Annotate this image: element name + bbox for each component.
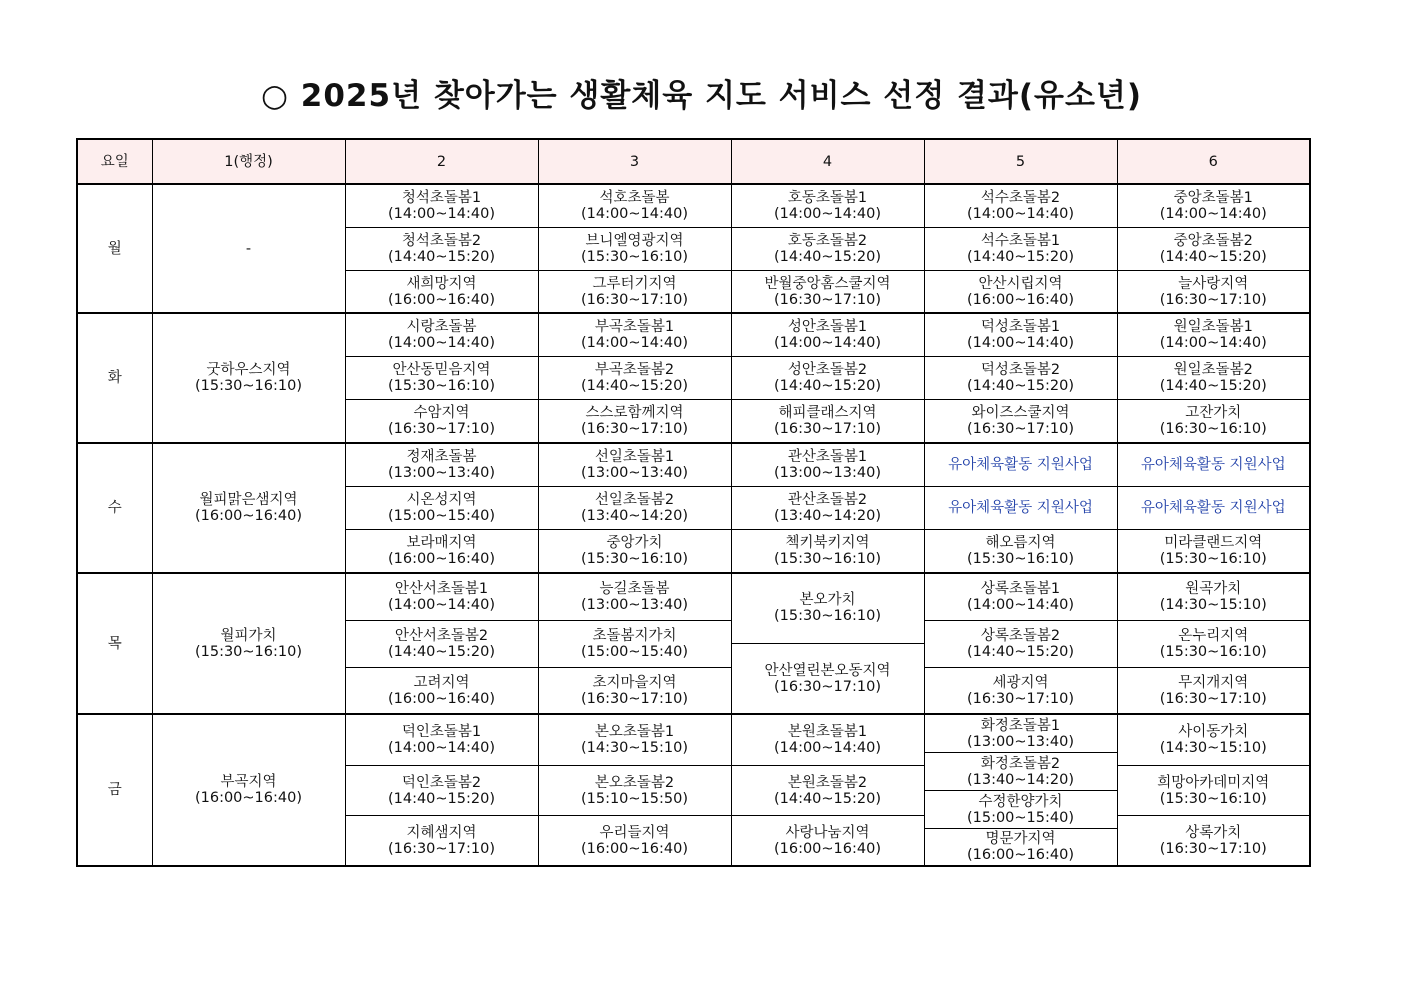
schedule-cell [731,487,924,530]
program-time: (14:30~15:10) [580,740,689,757]
program-name: 안산열린본오동지역 [764,662,891,679]
program-time: (15:30~16:10) [387,378,496,395]
schedule-cell [731,443,924,487]
program-name: 월피맑은샘지역 [199,491,298,508]
program-time: (15:30~16:10) [194,643,303,660]
program-time: (14:30~15:10) [1159,740,1267,757]
schedule-cell [538,227,731,270]
program-name: 선일초돌봄2 [594,492,675,509]
schedule-cell [924,357,1117,400]
program-name: 해오름지역 [985,535,1056,552]
program-name: 본오초돌봄2 [594,774,675,791]
schedule-cell [538,667,731,714]
schedule-cell [924,530,1117,573]
schedule-cell [538,766,731,816]
program-name: 초돌봄지가치 [592,627,677,644]
program-time: (16:00~16:40) [194,790,303,807]
program-time: (13:40~14:20) [773,508,882,525]
schedule-cell [731,643,924,714]
program-name: 굿하우스지역 [206,362,291,379]
page-title: ○ 2025년 찾아가는 생활체육 지도 서비스 선정 결과(유소년) [260,78,1143,114]
program-name: 무지개지역 [1178,674,1249,691]
program-name: 화정초돌봄2 [980,755,1061,772]
schedule-cell [345,184,538,227]
program-time: (16:00~16:40) [580,840,689,857]
special-program-cell [924,487,1117,530]
schedule-cell [1117,620,1310,667]
program-time: (14:40~15:20) [387,790,496,807]
program-name: 호동초돌봄2 [787,232,868,249]
schedule-cell [538,184,731,227]
program-time: (16:30~17:10) [773,291,882,308]
schedule-cell [1117,816,1310,866]
program-time: (16:30~17:10) [1159,690,1267,707]
schedule-cell [731,270,924,313]
program-name: 반월중앙홈스쿨지역 [764,275,891,292]
program-time: (14:30~15:10) [1159,596,1267,613]
program-name: 브니엘영광지역 [585,232,684,249]
schedule-cell [345,227,538,270]
program-time: (14:00~14:40) [1159,205,1267,222]
program-name: 유아체육활동 지원사업 [1140,500,1286,517]
schedule-cell [538,357,731,400]
program-name: 그루터기지역 [592,275,677,292]
program-time: (14:40~15:20) [1159,248,1267,265]
tue-admin-cell [152,313,345,442]
program-time: (15:30~16:10) [580,248,689,265]
program-time: (15:30~16:10) [966,551,1075,568]
program-time: (16:00~16:40) [194,507,303,524]
schedule-cell [731,530,924,573]
schedule-cell [731,227,924,270]
schedule-cell [924,400,1117,443]
program-name: 부곡지역 [220,774,277,791]
schedule-cell [345,357,538,400]
schedule-cell [538,714,731,765]
program-name: 덕성초돌봄1 [980,319,1061,336]
schedule-cell [345,714,538,765]
program-name: 성안초돌봄2 [787,362,868,379]
schedule-cell [924,667,1117,714]
program-name: 스스로함께지역 [585,404,684,421]
program-name: 수암지역 [413,404,470,421]
program-name: 석수초돌봄2 [980,189,1061,206]
program-time: (16:30~17:10) [387,420,496,437]
schedule-cell [1117,313,1310,356]
program-name: 시랑초돌봄 [406,319,477,336]
schedule-cell [924,227,1117,270]
program-name: 선일초돌봄1 [594,449,675,466]
program-name: 원일초돌봄1 [1173,319,1253,336]
program-name: 상록가치 [1185,824,1242,841]
schedule-cell [1117,270,1310,313]
program-name: 늘사랑지역 [1178,275,1249,292]
schedule-cell [731,184,924,227]
schedule-cell [538,400,731,443]
special-program-cell [924,443,1117,487]
schedule-cell [345,313,538,356]
program-time: (13:00~13:40) [773,465,882,482]
header-col-5: 5 [924,139,1117,184]
program-time: (15:10~15:50) [580,790,689,807]
schedule-table [76,138,1311,867]
program-time: (16:00~16:40) [387,551,496,568]
wed-admin-cell [152,443,345,573]
schedule-cell [538,443,731,487]
schedule-cell [345,487,538,530]
program-time: (15:30~16:10) [1159,790,1267,807]
schedule-cell [731,357,924,400]
program-name: 청석초돌봄2 [401,232,482,249]
schedule-cell [924,753,1117,791]
day-label-fri: 금 [77,714,152,866]
schedule-cell [1117,227,1310,270]
program-name: 와이즈스쿨지역 [971,404,1070,421]
schedule-cell [1117,714,1310,765]
fri-admin-cell [152,714,345,866]
program-name: 초지마을지역 [592,674,677,691]
program-time: (14:00~14:40) [387,740,496,757]
program-name: 유아체육활동 지원사업 [948,500,1093,517]
program-name: 본원초돌봄1 [787,724,868,741]
program-name: 원곡가치 [1185,580,1242,597]
program-time: (14:40~15:20) [773,790,882,807]
schedule-cell [1117,667,1310,714]
schedule-cell [924,829,1117,866]
program-time: (14:00~14:40) [387,596,496,613]
program-time: (15:30~16:10) [194,378,303,395]
program-time: (14:00~14:40) [773,205,882,222]
program-name: 수정한양가치 [978,793,1063,810]
schedule-cell [345,667,538,714]
program-name: 온누리지역 [1178,627,1249,644]
header-col-3: 3 [538,139,731,184]
program-time: (14:40~15:20) [966,248,1075,265]
program-name: 보라매지역 [406,535,477,552]
program-time: (13:40~14:20) [966,771,1075,788]
program-time: (14:40~15:20) [1159,378,1267,395]
header-day: 요일 [77,139,152,184]
schedule-cell [1117,357,1310,400]
thu-admin-cell [152,573,345,714]
program-time: (16:00~16:40) [387,690,496,707]
schedule-cell [345,530,538,573]
program-time: (14:00~14:40) [580,205,689,222]
program-name: 고려지역 [413,674,470,691]
program-time: (16:00~16:40) [966,291,1075,308]
program-time: (14:00~14:40) [966,205,1075,222]
program-name: 안산동믿음지역 [392,362,491,379]
thu-row-1 [77,573,1310,597]
program-time: (16:30~17:10) [773,678,882,695]
program-name: 석수초돌봄1 [980,232,1061,249]
program-time: (16:00~16:40) [387,291,496,308]
schedule-cell [1117,573,1310,620]
program-time: (16:30~17:10) [387,840,496,857]
program-time: (15:30~16:10) [773,608,882,625]
program-name: 첵키북키지역 [785,535,870,552]
program-name: 안산서초돌봄1 [394,580,489,597]
day-label-tue: 화 [77,313,152,442]
program-time: (16:30~17:10) [1159,291,1267,308]
schedule-cell [924,184,1117,227]
program-name: 덕인초돌봄2 [401,774,482,791]
schedule-cell [345,443,538,487]
program-time: (14:40~15:20) [966,643,1075,660]
program-name: 석호초돌봄 [599,189,670,206]
program-name: 새희망지역 [406,275,477,292]
program-time: (15:30~16:10) [1159,551,1267,568]
program-time: (14:00~14:40) [387,335,496,352]
program-time: (13:00~13:40) [387,465,496,482]
schedule-cell [731,766,924,816]
program-name: 미라클랜드지역 [1164,535,1263,552]
program-time: (16:30~16:10) [1159,420,1267,437]
schedule-cell [731,714,924,765]
schedule-cell [538,270,731,313]
program-name: 우리들지역 [599,824,670,841]
program-time: (16:00~16:40) [773,840,882,857]
program-time: (14:00~14:40) [773,740,882,757]
program-name: 안산서초돌봄2 [394,627,489,644]
mon-row-1 [77,184,1310,227]
program-name: 정재초돌봄 [406,449,477,466]
header-row [77,139,1310,184]
program-time: (16:30~17:10) [1159,840,1267,857]
program-name: 원일초돌봄2 [1173,362,1253,379]
schedule-cell [924,620,1117,667]
schedule-cell [924,270,1117,313]
program-name: 고잔가치 [1185,404,1242,421]
program-name: 청석초돌봄1 [401,189,482,206]
program-time: (15:30~16:10) [580,551,689,568]
schedule-cell [731,400,924,443]
schedule-cell [924,573,1117,620]
schedule-cell [345,620,538,667]
program-name: 화정초돌봄1 [980,717,1061,734]
program-name: 해피클래스지역 [778,404,877,421]
schedule-cell [345,573,538,620]
program-time: (13:00~13:40) [966,733,1075,750]
program-name: 세광지역 [992,674,1049,691]
program-time: (15:30~16:10) [1159,643,1267,660]
schedule-cell [538,487,731,530]
day-label-thu: 목 [77,573,152,714]
program-time: (14:40~15:20) [773,248,882,265]
schedule-cell [345,270,538,313]
program-name: 관산초돌봄1 [787,449,868,466]
program-name: 지혜샘지역 [406,824,477,841]
program-time: (14:40~15:20) [966,378,1075,395]
program-name: 상록초돌봄2 [980,627,1061,644]
program-name: 상록초돌봄1 [980,580,1061,597]
wed-row-1 [77,443,1310,487]
schedule-cell [924,791,1117,829]
schedule-cell [538,313,731,356]
program-time: (16:30~17:10) [580,690,689,707]
program-time: (16:30~17:10) [580,420,689,437]
schedule-cell [731,573,924,643]
mon-admin-cell: - [152,184,345,313]
program-time: (13:00~13:40) [580,465,689,482]
schedule-cell [731,816,924,866]
program-name: 월피가치 [220,627,277,644]
fri-row-1 [77,714,1310,727]
program-name: 능길초돌봄 [599,580,670,597]
program-name: 유아체육활동 지원사업 [1140,457,1286,474]
header-col-1: 1(행정) [152,139,345,184]
program-name: 덕인초돌봄1 [401,724,482,741]
program-time: (14:00~14:40) [580,335,689,352]
program-time: (16:30~17:10) [773,420,882,437]
program-name: 희망아카데미지역 [1157,774,1270,791]
program-name: 관산초돌봄2 [787,492,868,509]
program-time: (13:00~13:40) [580,596,689,613]
day-label-mon: 월 [77,184,152,313]
program-name: 중앙초돌봄2 [1173,232,1253,249]
program-time: (14:00~14:40) [966,596,1075,613]
schedule-cell [538,573,731,620]
header-col-6: 6 [1117,139,1310,184]
program-name: 명문가지역 [985,831,1056,848]
header-col-4: 4 [731,139,924,184]
program-name: 호동초돌봄1 [787,189,868,206]
schedule-cell [1117,530,1310,573]
program-name: 성안초돌봄1 [787,319,868,336]
schedule-cell [1117,184,1310,227]
schedule-cell [924,714,1117,752]
schedule-cell [345,400,538,443]
tue-row-1 [77,313,1310,356]
program-time: (14:00~14:40) [387,205,496,222]
program-name: 본오초돌봄1 [594,724,675,741]
program-time: (14:40~15:20) [387,643,496,660]
program-time: (14:40~15:20) [773,378,882,395]
program-name: 본원초돌봄2 [787,774,868,791]
schedule-cell [345,766,538,816]
program-time: (16:00~16:40) [966,847,1075,864]
schedule-cell [538,620,731,667]
program-name: 부곡초돌봄2 [594,362,675,379]
schedule-cell [538,530,731,573]
program-name: 사랑나눔지역 [785,824,870,841]
header-col-2: 2 [345,139,538,184]
program-time: (14:40~15:20) [580,378,689,395]
special-program-cell [1117,487,1310,530]
schedule-cell [1117,400,1310,443]
program-time: (15:00~15:40) [966,809,1075,826]
schedule-cell [538,816,731,866]
program-name: 유아체육활동 지원사업 [948,457,1093,474]
program-time: (16:30~17:10) [580,291,689,308]
special-program-cell [1117,443,1310,487]
day-label-wed: 수 [77,443,152,573]
program-time: (15:00~15:40) [387,508,496,525]
program-time: (13:40~14:20) [580,508,689,525]
schedule-cell [924,313,1117,356]
schedule-cell [1117,766,1310,816]
program-time: (14:00~14:40) [1159,335,1267,352]
program-name: 덕성초돌봄2 [980,362,1061,379]
program-name: 시온성지역 [406,492,477,509]
program-name: 안산시립지역 [978,275,1063,292]
program-name: 사이동가치 [1178,724,1249,741]
schedule-cell [345,816,538,866]
program-name: 본오가치 [799,592,856,609]
program-time: (14:40~15:20) [387,248,496,265]
program-name: 중앙가치 [606,535,663,552]
program-time: (14:00~14:40) [773,335,882,352]
schedule-cell [731,313,924,356]
program-time: (14:00~14:40) [966,335,1075,352]
program-time: (16:30~17:10) [966,420,1075,437]
program-name: 부곡초돌봄1 [594,319,675,336]
program-time: (16:30~17:10) [966,690,1075,707]
program-time: (15:00~15:40) [580,643,689,660]
program-name: 중앙초돌봄1 [1173,189,1253,206]
program-time: (15:30~16:10) [773,551,882,568]
